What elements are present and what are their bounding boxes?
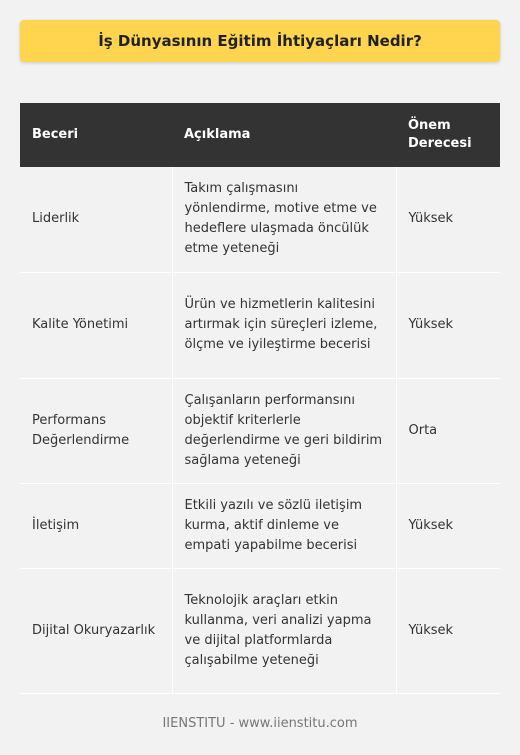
cell-importance: Yüksek bbox=[396, 568, 500, 693]
table-row bbox=[20, 378, 500, 483]
table-row bbox=[20, 272, 500, 378]
cell-importance: Yüksek bbox=[396, 272, 500, 378]
cell-importance: Yüksek bbox=[396, 167, 500, 272]
cell-description: Etkili yazılı ve sözlü iletişim kurma, aktif dinleme ve empati yapabilme becerisi bbox=[172, 483, 396, 568]
cell-skill: Kalite Yönetimi bbox=[32, 317, 129, 332]
footer-credit: IIENSTITU - www.iienstitu.com bbox=[162, 716, 358, 731]
cell-skill: Performans Değerlendirme bbox=[32, 412, 130, 448]
page-title: İş Dünyasının Eğitim İhtiyaçları Nedir? bbox=[98, 32, 422, 50]
cell-skill: Liderlik bbox=[32, 211, 80, 227]
table-row bbox=[20, 568, 500, 693]
cell-description: Takım çalışmasını yönlendirme, motive etme ve hedeflere ulaşmada öncülük etme yeteneği bbox=[172, 167, 396, 272]
cell-importance: Orta bbox=[396, 378, 500, 483]
cell-importance: Yüksek bbox=[396, 483, 500, 568]
cell-description: Ürün ve hizmetlerin kalitesini artırmak için süreçleri izleme, ölçme ve iyileştirme becerisi bbox=[172, 272, 396, 378]
header-description: Açıklama bbox=[184, 127, 251, 142]
header-skill: Beceri bbox=[32, 127, 79, 142]
table-header-row bbox=[20, 103, 500, 167]
cell-skill: Dijital Okuryazarlık bbox=[32, 622, 156, 638]
cell-description: Teknolojik araçları etkin kullanma, veri analizi yapma ve dijital platformlarda çalışabilme yeteneği bbox=[172, 568, 396, 693]
skills-table bbox=[20, 103, 500, 694]
table-row bbox=[20, 167, 500, 272]
table-row bbox=[20, 483, 500, 568]
title-banner bbox=[20, 20, 500, 62]
header-importance: Önem Derecesi bbox=[408, 118, 472, 151]
cell-description: Çalışanların performansını objektif kriterlerle değerlendirme ve geri bildirim sağlama yeteneği bbox=[172, 378, 396, 483]
cell-skill: İletişim bbox=[32, 517, 80, 533]
